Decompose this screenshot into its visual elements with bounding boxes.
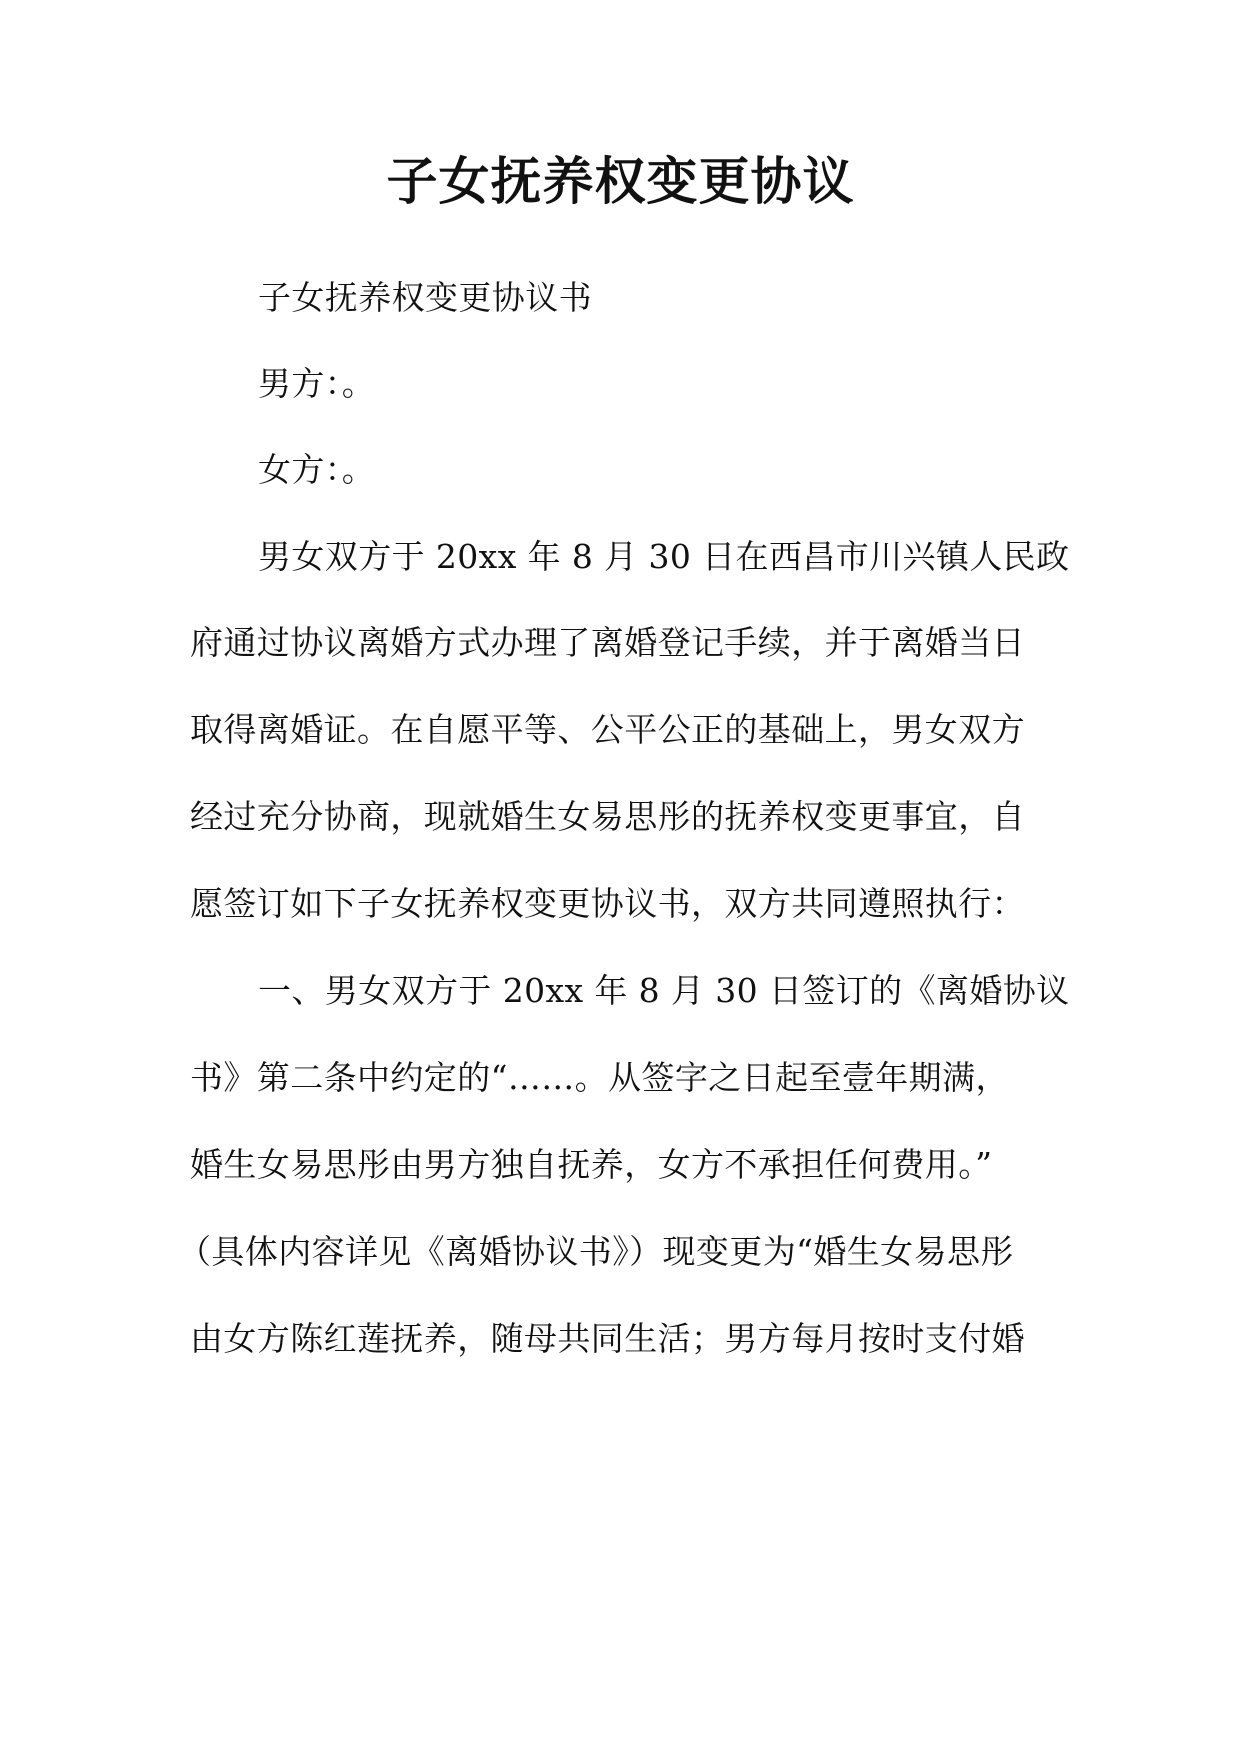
- party-male-line: 男方：。: [258, 364, 376, 403]
- document-title: 子女抚养权变更协议: [386, 152, 855, 212]
- paragraph-2-line-1: 一、男女双方于 20xx 年 8 月 30 日签订的《离婚协议: [258, 971, 1070, 1010]
- paragraph-2-line-4: （具体内容详见《离婚协议书》）现变更为“婚生女易思彤: [178, 1232, 1014, 1271]
- paragraph-2-line-2: 书》第二条中约定的“……。从签字之日起至壹年期满，: [190, 1058, 1009, 1097]
- paragraph-1-line-3: 取得离婚证。在自愿平等、公平公正的基础上，男女双方: [190, 710, 1025, 749]
- document-heading: 子女抚养权变更协议书: [258, 278, 592, 317]
- paragraph-1-line-5: 愿签订如下子女抚养权变更协议书，双方共同遵照执行：: [190, 884, 1025, 923]
- paragraph-2-line-5: 由女方陈红莲抚养，随母共同生活；男方每月按时支付婚: [190, 1319, 1025, 1358]
- paragraph-1-line-2: 府通过协议离婚方式办理了离婚登记手续，并于离婚当日: [190, 623, 1025, 662]
- paragraph-2-line-3: 婚生女易思彤由男方独自抚养，女方不承担任何费用。”: [190, 1145, 993, 1184]
- paragraph-1-line-4: 经过充分协商，现就婚生女易思彤的抚养权变更事宜，自: [190, 797, 1025, 836]
- party-female-line: 女方：。: [258, 450, 376, 489]
- paragraph-1-line-1: 男女双方于 20xx 年 8 月 30 日在西昌市川兴镇人民政: [258, 537, 1070, 576]
